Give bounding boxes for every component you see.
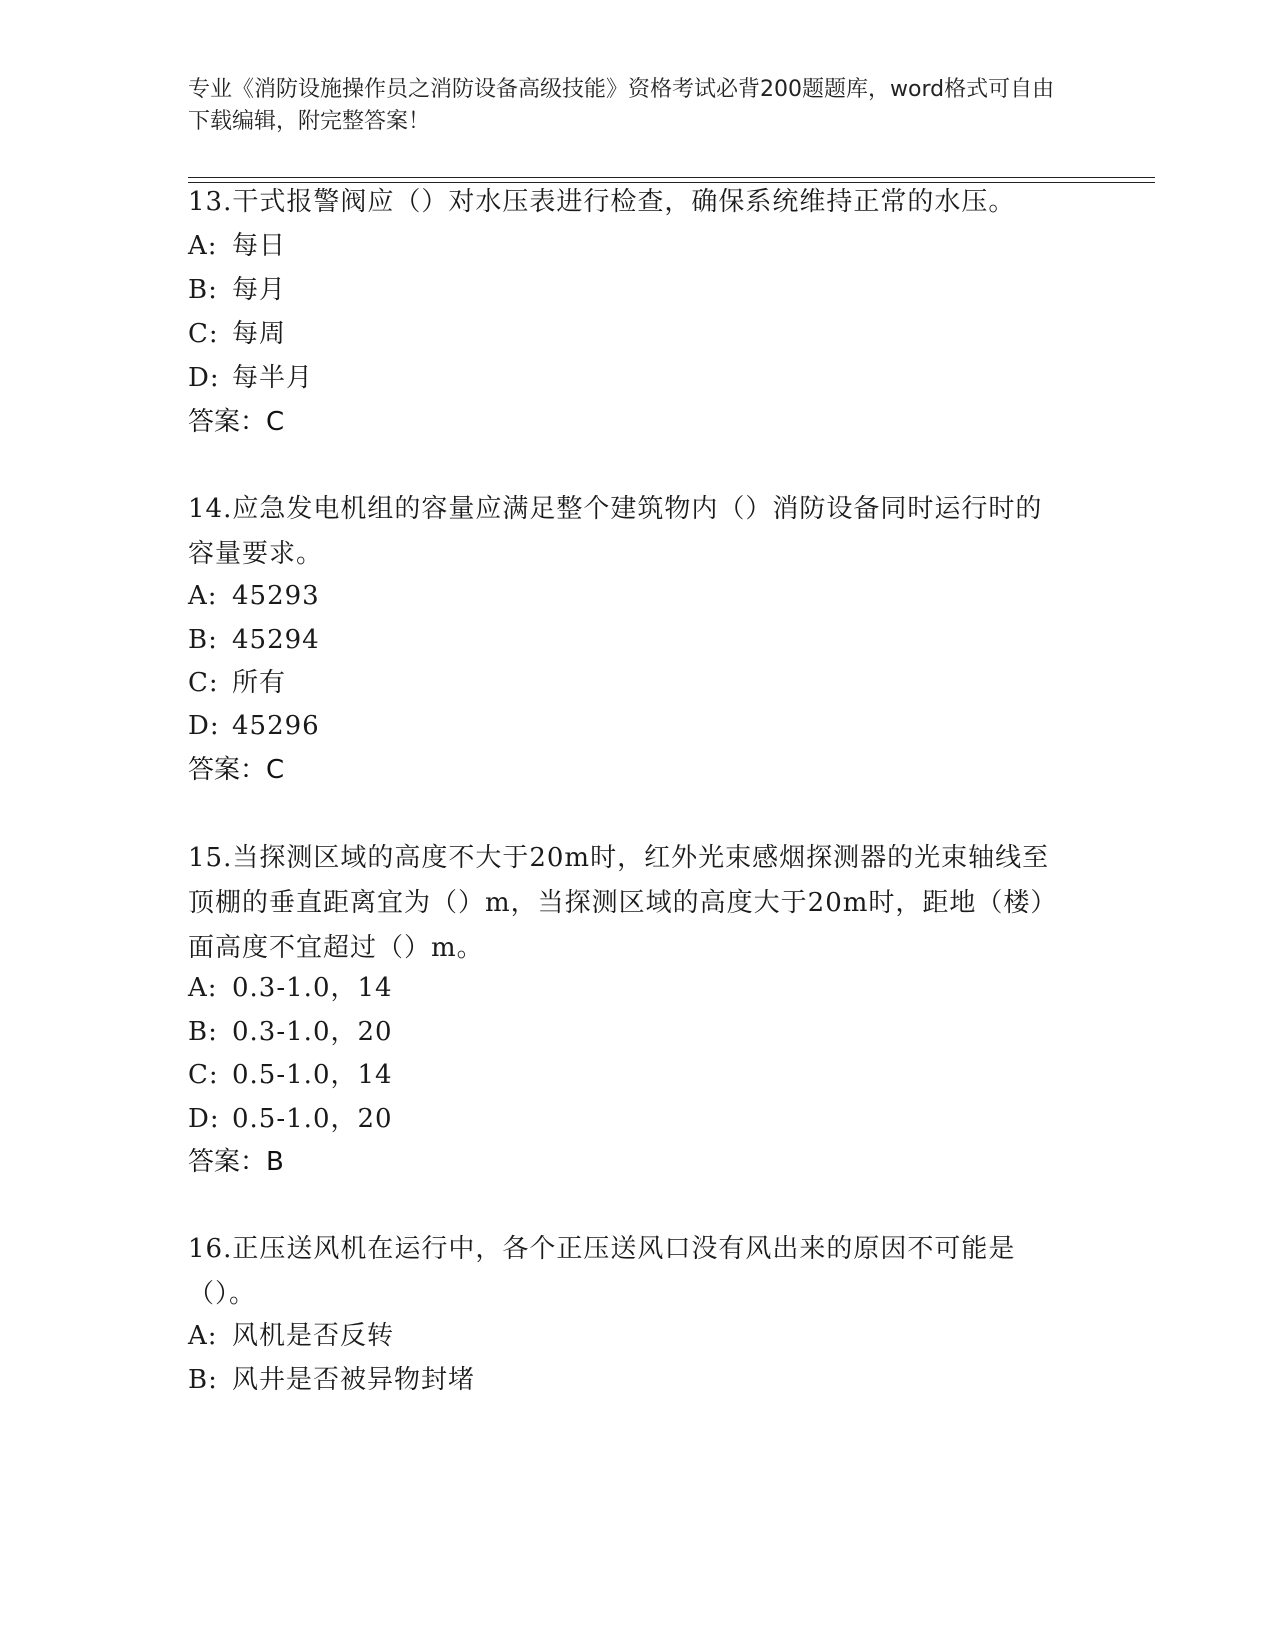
option-text: 45296: [232, 711, 320, 741]
option-label: A:: [188, 581, 218, 611]
option-text: 每半月: [232, 363, 314, 393]
option-label: C:: [188, 319, 219, 349]
question-16-option-a: [188, 1314, 1068, 1359]
option-label: A:: [188, 973, 218, 1003]
option-text: 所有: [232, 668, 287, 698]
option-label: C:: [188, 668, 219, 698]
question-15-answer: 答案：B: [188, 1147, 284, 1177]
question-15-option-a: [188, 966, 1068, 1011]
option-text: 风机是否反转: [232, 1321, 395, 1351]
question-14-text: 14.应急发电机组的容量应满足整个建筑物内（）消防设备同时运行时的容量要求。: [188, 494, 1043, 569]
option-label: B:: [188, 1017, 218, 1047]
header-divider-top: [188, 177, 1155, 178]
option-label: D:: [188, 363, 220, 393]
question-14-option-d: [188, 704, 1068, 749]
option-text: 每月: [232, 275, 287, 305]
question-15-option-c: [188, 1053, 1068, 1098]
option-label: B:: [188, 625, 218, 655]
option-text: 每日: [232, 231, 287, 261]
question-13-answer: 答案：C: [188, 407, 285, 437]
option-text: 45293: [232, 581, 320, 611]
question-14-answer: 答案：C: [188, 755, 285, 785]
question-13-option-a: [188, 224, 1068, 269]
question-13-option-b: [188, 268, 1068, 313]
document-header: 专业《消防设施操作员之消防设备高级技能》资格考试必背200题题库，word格式可自由下载编辑，附完整答案！: [188, 77, 1055, 134]
option-label: A:: [188, 1321, 218, 1351]
question-14-option-b: [188, 618, 1068, 663]
option-label: C:: [188, 1060, 219, 1090]
question-14-option-a: [188, 574, 1068, 619]
option-text: 0.5-1.0，14: [232, 1060, 393, 1090]
option-text: 0.3-1.0，14: [232, 973, 393, 1003]
option-text: 0.5-1.0，20: [232, 1104, 393, 1134]
question-14-option-c: [188, 661, 1068, 706]
option-text: 0.3-1.0，20: [232, 1017, 393, 1047]
option-text: 每周: [232, 319, 287, 349]
option-label: D:: [188, 1104, 220, 1134]
question-13-text: 13.干式报警阀应（）对水压表进行检查，确保系统维持正常的水压。: [188, 187, 1016, 217]
option-label: A:: [188, 231, 218, 261]
question-13-option-d: [188, 356, 1068, 401]
question-15-option-d: [188, 1097, 1068, 1142]
option-label: B:: [188, 1365, 218, 1395]
option-text: 45294: [232, 625, 320, 655]
option-label: B:: [188, 275, 218, 305]
question-13-option-c: [188, 312, 1068, 357]
question-16-option-b: [188, 1358, 1068, 1403]
question-15-text: 15.当探测区域的高度不大于20m时，红外光束感烟探测器的光束轴线至顶棚的垂直距离宜为（）m，当探测区域的高度大于20m时，距地（楼）面高度不宜超过（）m。: [188, 843, 1058, 963]
option-label: D:: [188, 711, 220, 741]
option-text: 风井是否被异物封堵: [232, 1365, 476, 1395]
question-16-text: 16.正压送风机在运行中，各个正压送风口没有风出来的原因不可能是（）。: [188, 1234, 1016, 1309]
question-15-option-b: [188, 1010, 1068, 1055]
